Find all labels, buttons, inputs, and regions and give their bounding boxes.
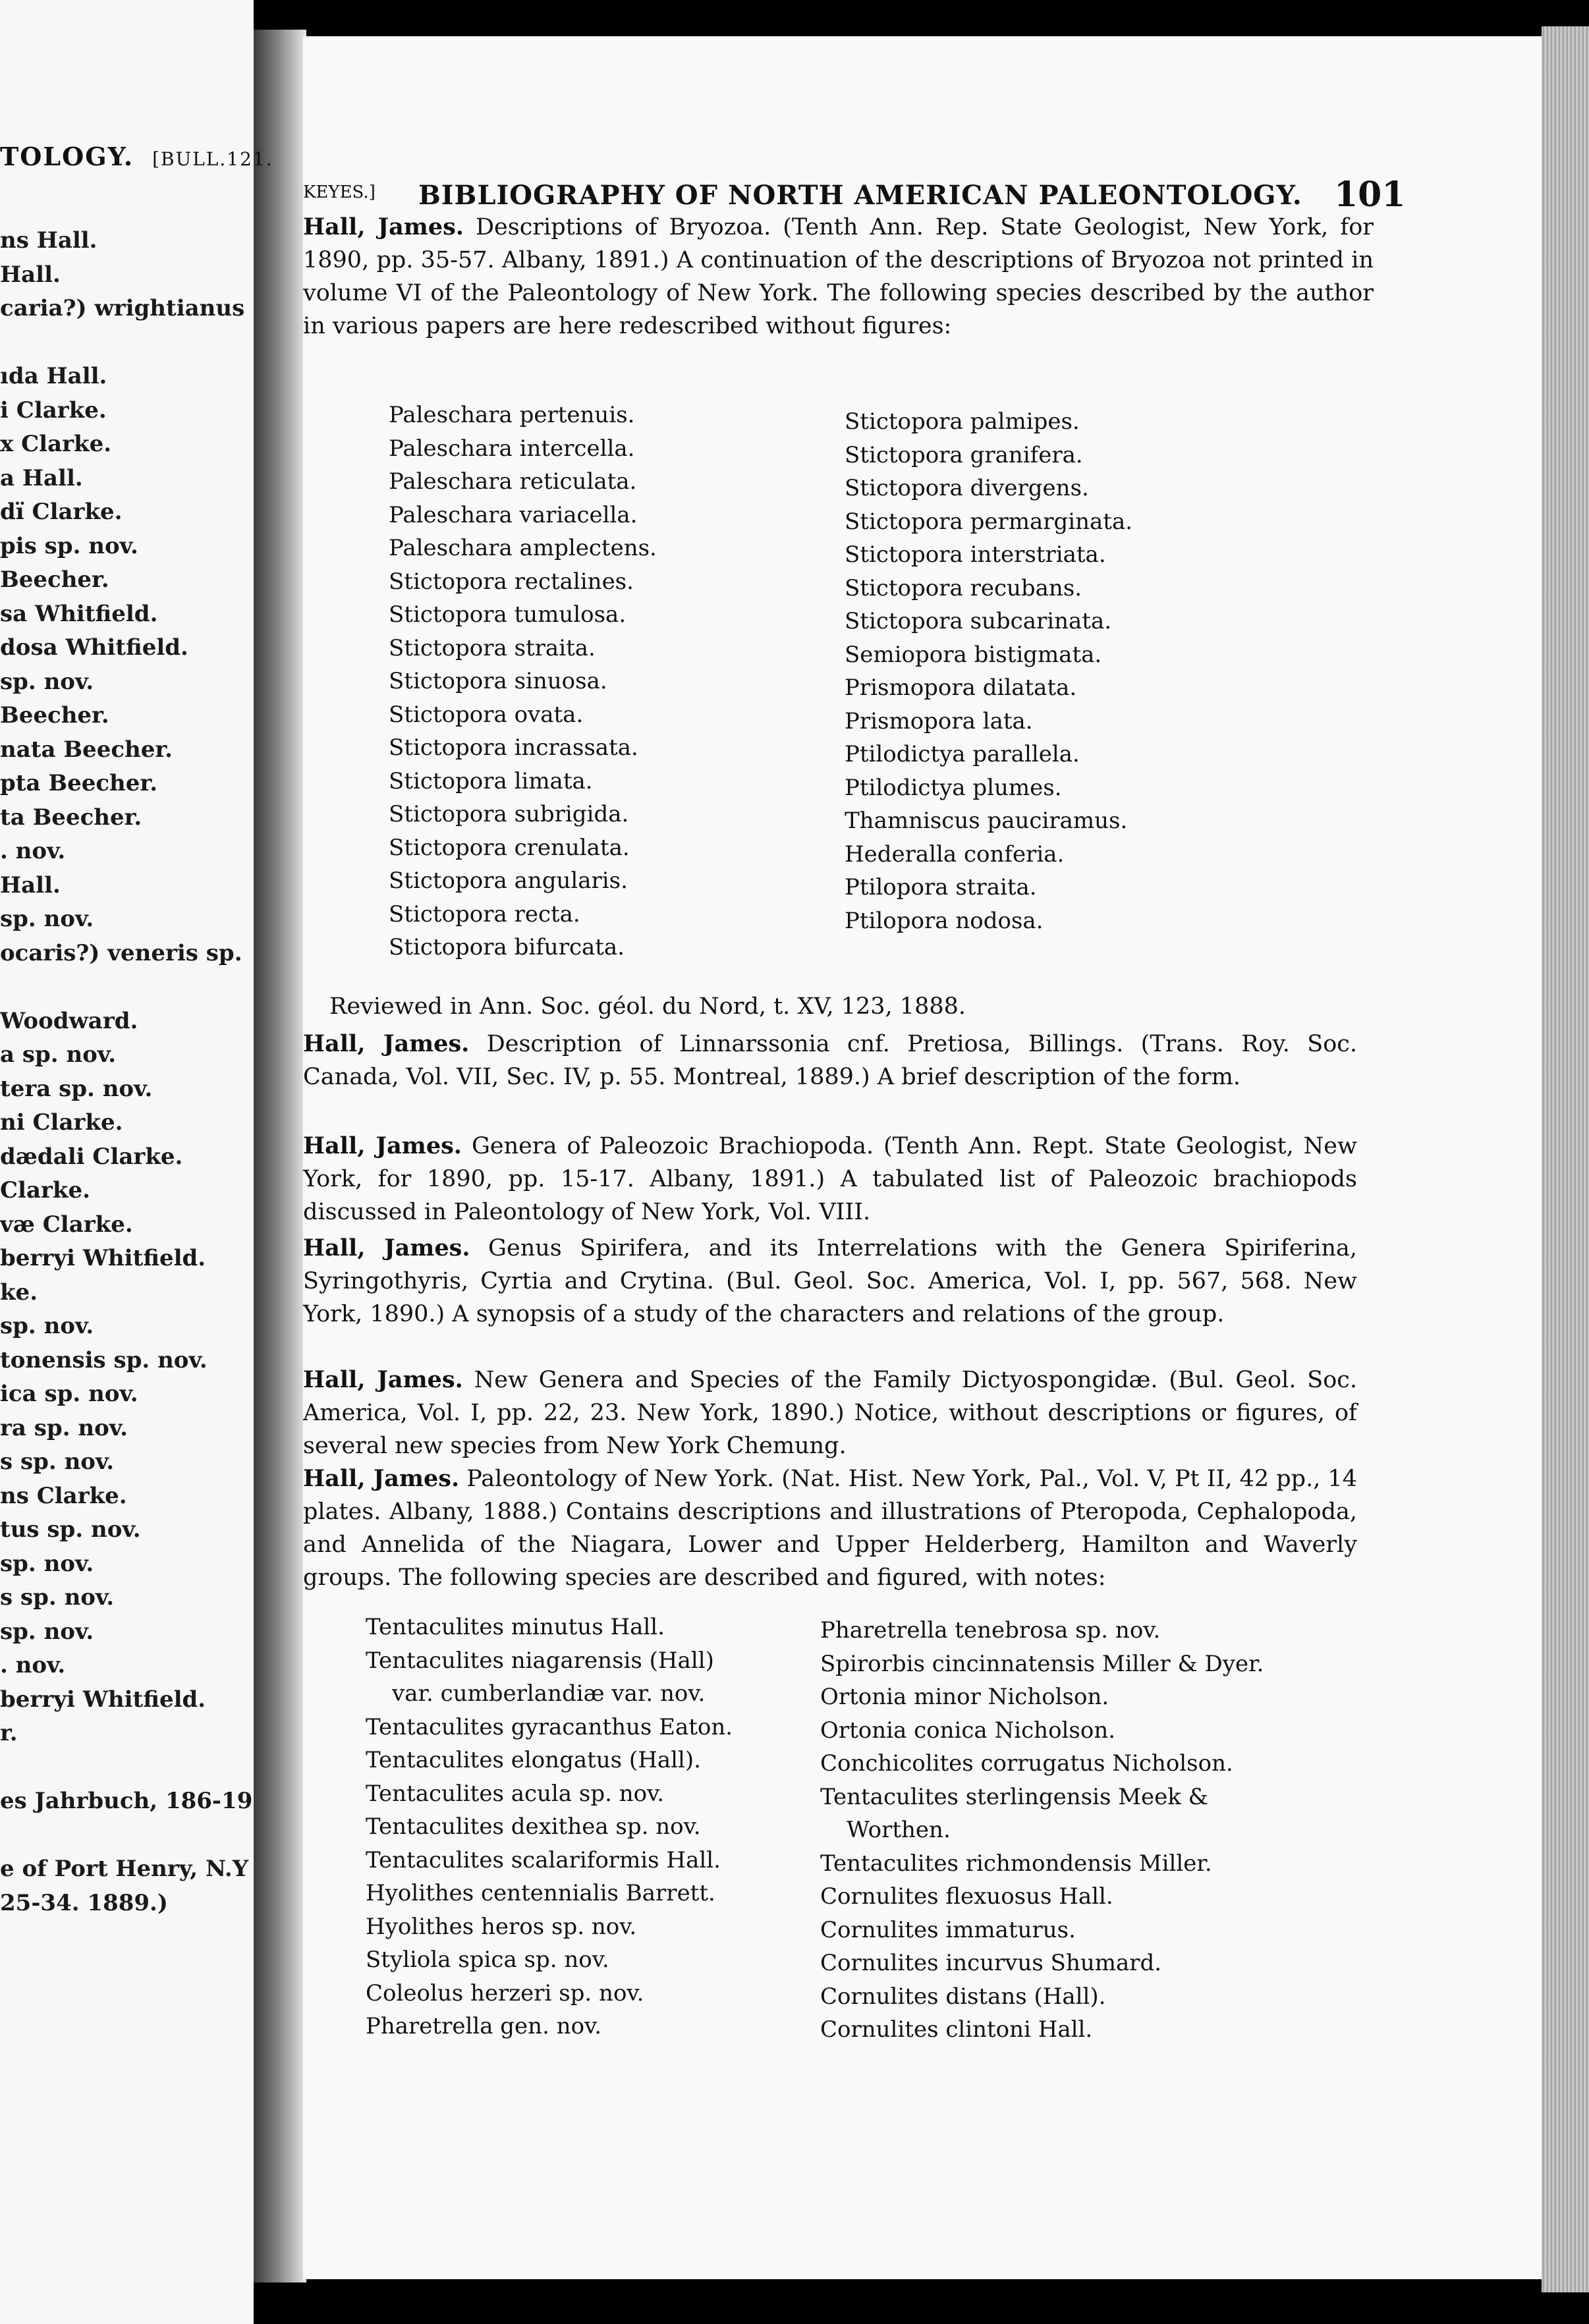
species-item: Conchicolites corrugatus Nicholson. xyxy=(820,1750,1233,1777)
entry-text: Genera of Paleozoic Brachiopoda. (Tenth Ann. Rept. State Geologist, New York, for 1890, pp. 15-17. Albany, 1891.) A tabulated list of Paleozoic brachiopods discussed in Paleontology of New York, Vol. VIII. xyxy=(303,1133,1357,1225)
book-spine xyxy=(247,30,306,2282)
entry-text: Descriptions of Bryozoa. (Tenth Ann. Rep. State Geologist, New York, for 1890, pp. 35-57. Albany, 1891.) A continuation of the descriptions of Bryozoa not printed in volume VI of the Paleontology of New York. The following species described by the author in various papers are here redescribed without figures: xyxy=(303,214,1374,339)
left-page-line: dædali Clarke. xyxy=(0,1143,183,1170)
entry-author: Hall, James. xyxy=(303,213,464,240)
species-item: Stictopora bifurcata. xyxy=(389,934,625,960)
species-item: Stictopora crenulata. xyxy=(389,834,630,861)
left-page-header-small: [BULL.121. xyxy=(152,148,273,170)
left-page-line: ni Clarke. xyxy=(0,1109,123,1136)
left-page-line: s sp. nov. xyxy=(0,1584,115,1611)
left-page-line: . nov. xyxy=(0,1652,66,1678)
species-item: Ptilopora nodosa. xyxy=(845,907,1044,934)
species-item: Hyolithes heros sp. nov. xyxy=(366,1913,637,1940)
left-page-line: Woodward. xyxy=(0,1007,138,1034)
species-item: Hederalla conferia. xyxy=(845,841,1065,868)
left-page-line: Clarke. xyxy=(0,1177,90,1204)
left-page-line: tera sp. nov. xyxy=(0,1075,153,1102)
species-item: Semiopora bistigmata. xyxy=(845,641,1102,668)
left-page-line: a sp. nov. xyxy=(0,1041,117,1068)
left-page-line: dosa Whitfield. xyxy=(0,634,188,661)
species-item: Ortonia minor Nicholson. xyxy=(820,1684,1109,1710)
species-list-1-right xyxy=(845,405,1132,937)
species-item: Stictopora interstriata. xyxy=(845,541,1106,568)
left-page-line: ns Hall. xyxy=(0,227,98,254)
entry-author: Hall, James. xyxy=(303,1366,463,1393)
species-item: Ptilopora straita. xyxy=(845,874,1037,900)
species-item: Tentaculites elongatus (Hall). xyxy=(366,1747,701,1773)
species-list-1-left xyxy=(389,399,657,964)
left-page-line: pis sp. nov. xyxy=(0,532,138,559)
species-item: Stictopora divergens. xyxy=(845,475,1089,501)
left-page-line: s sp. nov. xyxy=(0,1449,115,1475)
species-item: Tentaculites acula sp. nov. xyxy=(366,1780,665,1807)
left-page-line: sp. nov. xyxy=(0,1618,94,1645)
species-item: Coleolus herzeri sp. nov. xyxy=(366,1979,644,2006)
left-page-line: Beecher. xyxy=(0,567,109,593)
bib-entry-2 xyxy=(303,1028,1357,1093)
left-page-line: es Jahrbuch, 186-19 xyxy=(0,1788,253,1814)
species-item: Pharetrella tenebrosa sp. nov. xyxy=(820,1617,1161,1644)
left-page-line: Hall. xyxy=(0,872,61,899)
species-item: Styliola spica sp. nov. xyxy=(366,1947,609,1973)
species-item: Tentaculites minutus Hall. xyxy=(366,1614,665,1640)
species-item: Tentaculites scalariformis Hall. xyxy=(366,1846,721,1873)
left-page-line: sp. nov. xyxy=(0,1550,94,1577)
species-item: Spirorbis cincinnatensis Miller & Dyer. xyxy=(820,1650,1264,1677)
species-item: Cornulites distans (Hall). xyxy=(820,1983,1106,2010)
species-item: Stictopora incrassata. xyxy=(389,734,638,761)
entry-author: Hall, James. xyxy=(303,1465,460,1492)
review-note: Reviewed in Ann. Soc. géol. du Nord, t. XV, 123, 1888. xyxy=(329,993,966,1020)
species-item: Thamniscus pauciramus. xyxy=(845,808,1128,834)
left-page-header-title: TOLOGY. xyxy=(0,142,134,171)
bib-entry-3 xyxy=(303,1130,1357,1229)
left-page xyxy=(0,0,273,2324)
entry-text: Description of Linnarssonia cnf. Pretiosa, Billings. (Trans. Roy. Soc. Canada, Vol. VII, Sec. IV, p. 55. Montreal, 1889.) A brief description of the form. xyxy=(303,1031,1357,1090)
species-item: Stictopora granifera. xyxy=(845,441,1083,468)
main-page xyxy=(303,36,1542,2279)
species-item: Stictopora palmipes. xyxy=(845,408,1080,435)
species-item: Ortonia conica Nicholson. xyxy=(820,1717,1116,1744)
entry-text: Genus Spirifera, and its Interrelations with the Genera Spiriferina, Syringothyris, Cyrtia and Crytina. (Bul. Geol. Soc. America, Vol. I, pp. 567, 568. New York, 1890.) A synopsis of a study of the characters and relations of the group. xyxy=(303,1235,1358,1327)
left-page-line: sa Whitfield. xyxy=(0,600,158,627)
entry-author: Hall, James. xyxy=(303,1030,470,1057)
header-prefix: KEYES.] xyxy=(303,182,376,202)
left-page-line: pta Beecher. xyxy=(0,770,158,796)
left-page-line: sp. nov. xyxy=(0,668,94,695)
left-page-line: dï Clarke. xyxy=(0,499,123,525)
left-page-line: Beecher. xyxy=(0,702,109,729)
bib-entry-1 xyxy=(303,211,1374,343)
left-page-line: ns Clarke. xyxy=(0,1482,127,1509)
left-page-line: tus sp. nov. xyxy=(0,1516,141,1543)
left-page-line: tonensis sp. nov. xyxy=(0,1346,208,1373)
species-item: Stictopora subcarinata. xyxy=(845,608,1112,634)
entry-author: Hall, James. xyxy=(303,1132,462,1159)
species-item: Stictopora recubans. xyxy=(845,574,1082,601)
species-item: Stictopora angularis. xyxy=(389,868,628,894)
left-page-line: ıda Hall. xyxy=(0,363,107,389)
left-page-line: Hall. xyxy=(0,261,61,288)
left-page-line: ra sp. nov. xyxy=(0,1414,128,1441)
species-item: Tentaculites gyracanthus Eaton. xyxy=(366,1713,733,1740)
species-item: Stictopora rectalines. xyxy=(389,568,634,595)
species-item: Tentaculites niagarensis (Hall) xyxy=(366,1647,714,1674)
species-list-2-right xyxy=(820,1614,1264,2047)
left-page-line: caria?) wrightianus xyxy=(0,295,245,321)
species-item: Hyolithes centennialis Barrett. xyxy=(366,1880,715,1906)
left-page-line: væ Clarke. xyxy=(0,1211,133,1238)
species-item: Cornulites flexuosus Hall. xyxy=(820,1883,1113,1910)
species-item: Stictopora straita. xyxy=(389,634,596,661)
species-item: Worthen. xyxy=(847,1817,951,1843)
left-page-header xyxy=(0,142,273,171)
left-page-line: berryi Whitfield. xyxy=(0,1245,206,1271)
left-page-line: a Hall. xyxy=(0,464,83,491)
left-page-line: sp. nov. xyxy=(0,906,94,932)
page-number: 101 xyxy=(1334,175,1406,215)
species-item: Ptilodictya plumes. xyxy=(845,774,1062,801)
left-page-line: berryi Whitfield. xyxy=(0,1686,206,1713)
left-page-line: ta Beecher. xyxy=(0,804,142,831)
species-item: Prismopora lata. xyxy=(845,707,1033,734)
species-item: Stictopora recta. xyxy=(389,900,580,927)
bib-entry-4 xyxy=(303,1232,1357,1331)
species-item: Paleschara intercella. xyxy=(389,435,635,462)
left-page-line: e of Port Henry, N.Y xyxy=(0,1856,248,1882)
bib-entry-5 xyxy=(303,1364,1357,1462)
species-item: Paleschara variacella. xyxy=(389,501,638,528)
species-item: var. cumberlandiæ var. nov. xyxy=(392,1680,706,1707)
left-page-line: 25-34. 1889.) xyxy=(0,1889,168,1916)
page-edges xyxy=(1542,26,1589,2292)
species-item: Stictopora subrigida. xyxy=(389,801,629,827)
species-item: Paleschara amplectens. xyxy=(389,535,657,561)
left-page-line: i Clarke. xyxy=(0,397,107,424)
species-list-2-left xyxy=(366,1611,733,2043)
left-page-line: sp. nov. xyxy=(0,1313,94,1339)
left-page-line: . nov. xyxy=(0,838,66,864)
entry-text: New Genera and Species of the Family Dictyospongidæ. (Bul. Geol. Soc. America, Vol. I, pp. 22, 23. New York, 1890.) Notice, without descriptions or figures, of several new species from New York Chemung. xyxy=(303,1367,1357,1459)
species-item: Prismopora dilatata. xyxy=(845,675,1077,701)
species-item: Tentaculites dexithea sp. nov. xyxy=(366,1813,701,1840)
left-page-line: nata Beecher. xyxy=(0,736,173,763)
header-title: BIBLIOGRAPHY OF NORTH AMERICAN PALEONTOLOGY. xyxy=(418,180,1302,211)
species-item: Tentaculites sterlingensis Meek & xyxy=(820,1783,1208,1810)
left-page-line: x Clarke. xyxy=(0,431,112,457)
species-item: Stictopora sinuosa. xyxy=(389,668,607,694)
species-item: Cornulites incurvus Shumard. xyxy=(820,1950,1162,1976)
left-page-line: ke. xyxy=(0,1279,38,1306)
entry-author: Hall, James. xyxy=(303,1234,470,1261)
species-item: Paleschara reticulata. xyxy=(389,468,637,495)
species-item: Paleschara pertenuis. xyxy=(389,402,635,428)
species-item: Stictopora ovata. xyxy=(389,701,584,728)
species-item: Stictopora tumulosa. xyxy=(389,601,627,628)
species-item: Stictopora permarginata. xyxy=(845,508,1133,535)
bib-entry-6 xyxy=(303,1462,1357,1594)
species-item: Ptilodictya parallela. xyxy=(845,741,1080,767)
entry-text: Paleontology of New York. (Nat. Hist. New York, Pal., Vol. V, Pt II, 42 pp., 14 plates. Albany, 1888.) Contains descriptions and illustrations of Pteropoda, Cephalopoda, and Annelida of the Niagara, Lower and Upper Helderberg, Hamilton and Waverly groups. The following species are described and figured, with notes: xyxy=(303,1466,1357,1591)
left-page-line: ica sp. nov. xyxy=(0,1381,138,1407)
species-item: Stictopora limata. xyxy=(389,767,593,794)
left-page-line: r. xyxy=(0,1720,18,1746)
species-item: Tentaculites richmondensis Miller. xyxy=(820,1850,1212,1877)
species-item: Cornulites clintoni Hall. xyxy=(820,2016,1093,2043)
species-item: Pharetrella gen. nov. xyxy=(366,2013,602,2039)
left-page-line: ocaris?) veneris sp. xyxy=(0,939,242,966)
species-item: Cornulites immaturus. xyxy=(820,1916,1076,1943)
